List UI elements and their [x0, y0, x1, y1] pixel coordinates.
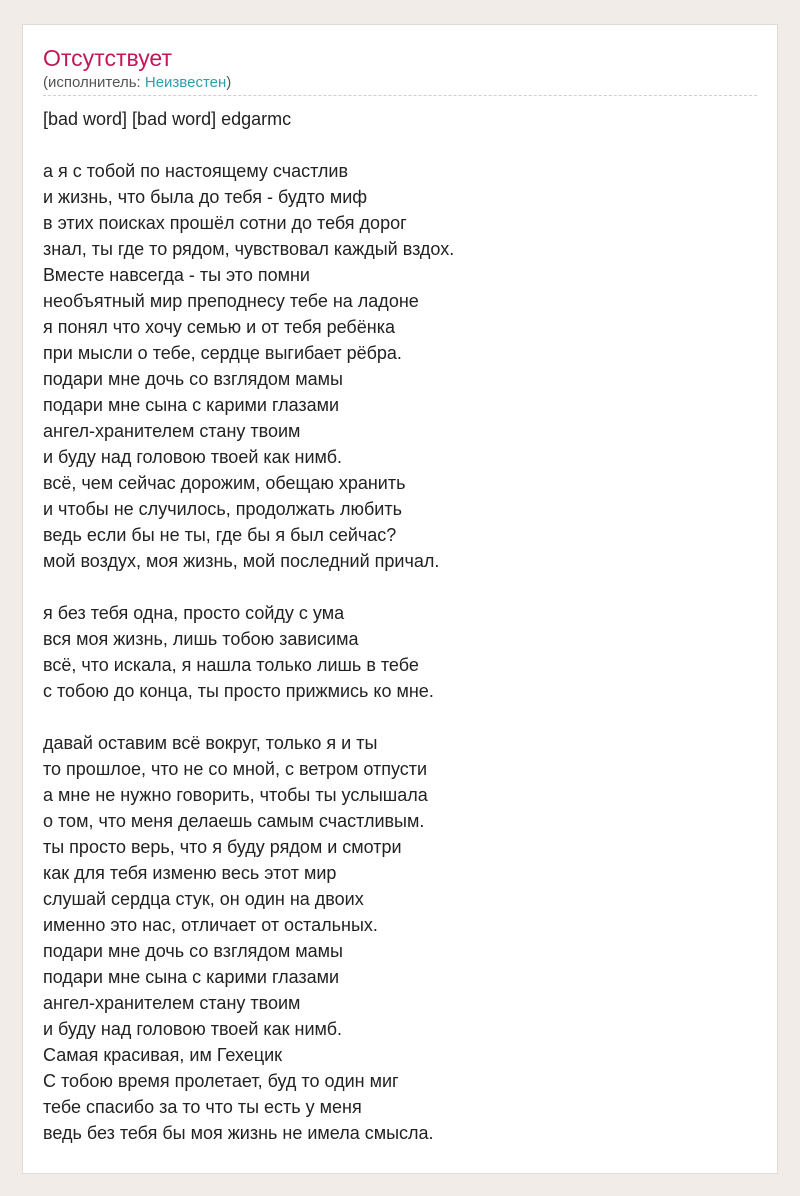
lyric-line: ангел-хранителем стану твоим — [43, 993, 301, 1013]
title-divider — [43, 95, 757, 96]
lyrics-card — [22, 24, 778, 1174]
lyric-line: подари мне дочь со взглядом мамы — [43, 941, 343, 961]
lyric-line: всё, что искала, я нашла только лишь в тебе — [43, 655, 419, 675]
artist-link[interactable]: Неизвестен — [144, 74, 227, 91]
lyric-line: в этих поисках прошёл сотни до тебя дорог — [43, 213, 407, 233]
lyric-line: необъятный мир преподнесу тебе на ладоне — [43, 291, 419, 311]
artist-prefix: (исполнитель: — [43, 74, 145, 91]
lyric-line: и буду над головою твоей как нимб. — [43, 447, 343, 467]
lyric-line: с тобою до конца, ты просто прижмись ко мне. — [43, 681, 434, 701]
lyric-line: ведь если бы не ты, где бы я был сейчас? — [43, 525, 397, 545]
lyric-line: подари мне сына с карими глазами — [43, 967, 340, 987]
lyric-line: ангел-хранителем стану твоим — [43, 421, 301, 441]
lyric-line: Вместе навсегда - ты это помни — [43, 265, 310, 285]
lyric-line: а я с тобой по настоящему счастлив — [43, 161, 349, 181]
lyric-line: при мысли о тебе, сердце выгибает рёбра. — [43, 343, 402, 363]
lyric-line: всё, чем сейчас дорожим, обещаю хранить — [43, 473, 406, 493]
artist-line — [43, 74, 231, 92]
lyric-line: я понял что хочу семью и от тебя ребёнка — [43, 317, 395, 337]
song-title: Отсутствует — [43, 45, 172, 71]
lyric-line: давай оставим всё вокруг, только я и ты — [43, 733, 378, 753]
stanza-gap — [43, 574, 759, 600]
lyric-line: я без тебя одна, просто сойду с ума — [43, 603, 345, 623]
lyric-line: слушай сердца стук, он один на двоих — [43, 889, 364, 909]
lyric-line: подари мне дочь со взглядом мамы — [43, 369, 343, 389]
lyric-line: знал, ты где то рядом, чувствовал каждый вздох. — [43, 239, 455, 259]
lyric-line: тебе спасибо за то что ты есть у меня — [43, 1097, 362, 1117]
lyric-line: и чтобы не случилось, продолжать любить — [43, 499, 402, 519]
lyric-line: и буду над головою твоей как нимб. — [43, 1019, 343, 1039]
lyric-line: Самая красивая, им Гехецик — [43, 1045, 283, 1065]
lyric-line: ведь без тебя бы моя жизнь не имела смысла. — [43, 1123, 434, 1143]
stanza-gap — [43, 704, 759, 730]
artist-suffix: ) — [226, 74, 232, 91]
lyric-line: как для тебя изменю весь этот мир — [43, 863, 337, 883]
lyric-line: мой воздух, моя жизнь, мой последний причал. — [43, 551, 440, 571]
stanza-gap — [43, 132, 759, 158]
lyric-line: то прошлое, что не со мной, с ветром отпусти — [43, 759, 428, 779]
lyric-line: подари мне сына с карими глазами — [43, 395, 340, 415]
lyric-line: и жизнь, что была до тебя - будто миф — [43, 187, 368, 207]
lyric-line: вся моя жизнь, лишь тобою зависима — [43, 629, 359, 649]
lyric-line: о том, что меня делаешь самым счастливым. — [43, 811, 425, 831]
lyric-line: С тобою время пролетает, буд то один миг — [43, 1071, 399, 1091]
lyric-line: а мне не нужно говорить, чтобы ты услышала — [43, 785, 428, 805]
lyric-line: именно это нас, отличает от остальных. — [43, 915, 378, 935]
lyrics-text — [43, 106, 759, 1146]
lyric-line: ты просто верь, что я буду рядом и смотри — [43, 837, 402, 857]
lyric-line: [bad word] [bad word] edgarmc — [43, 109, 292, 129]
